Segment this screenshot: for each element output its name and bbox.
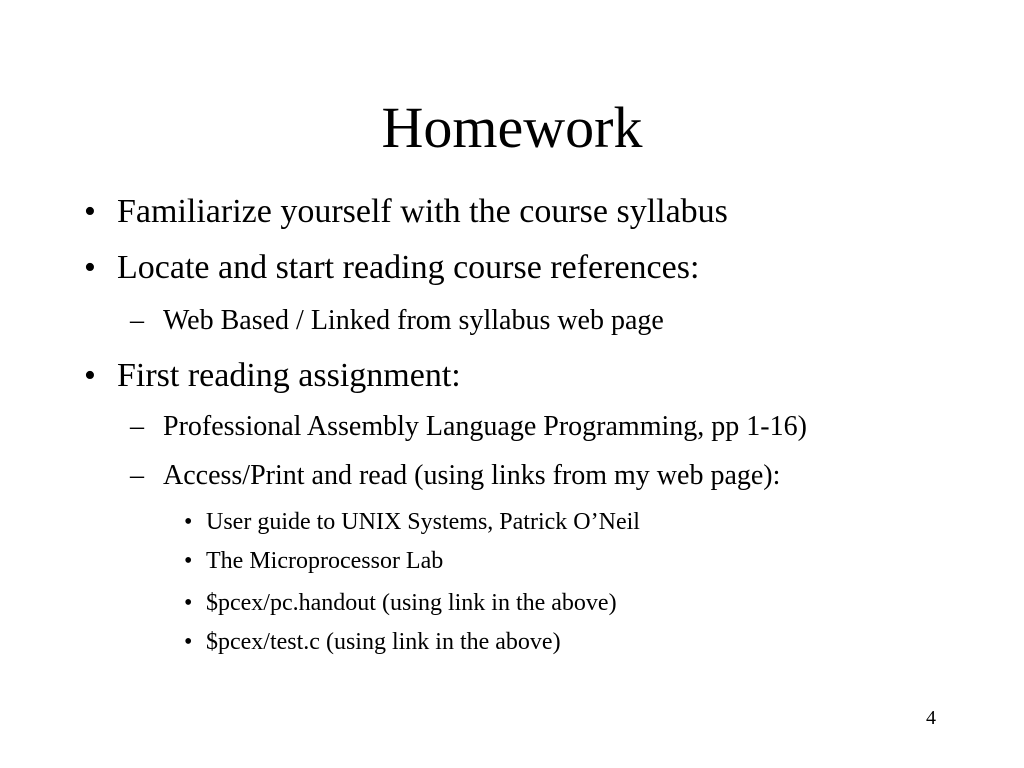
bullet-marker: • <box>184 548 193 574</box>
bullet-marker: • <box>184 509 193 535</box>
sub-sub-bullet-text: The Microprocessor Lab <box>206 548 444 574</box>
sub-sub-bullet-text: $pcex/test.c (using link in the above) <box>206 629 561 655</box>
page-number: 4 <box>926 707 936 729</box>
bullet-text: First reading assignment: <box>117 357 461 394</box>
dash-marker: – <box>130 460 144 491</box>
bullet-text: Locate and start reading course references: <box>117 249 700 286</box>
bullet-marker: • <box>184 629 193 655</box>
sub-bullet-text: Access/Print and read (using links from my web page): <box>163 460 781 491</box>
sub-bullet-text: Professional Assembly Language Programming, pp 1-16) <box>163 411 807 442</box>
bullet-marker: • <box>84 357 96 394</box>
dash-marker: – <box>130 305 144 336</box>
sub-bullet-text: Web Based / Linked from syllabus web page <box>163 305 664 336</box>
sub-sub-bullet-text: User guide to UNIX Systems, Patrick O’Neil <box>206 509 640 535</box>
bullet-marker: • <box>84 193 96 230</box>
dash-marker: – <box>130 411 144 442</box>
sub-sub-bullet-text: $pcex/pc.handout (using link in the above) <box>206 590 617 616</box>
bullet-marker: • <box>84 249 96 286</box>
slide-title: Homework <box>381 95 643 160</box>
bullet-marker: • <box>184 590 193 616</box>
bullet-text: Familiarize yourself with the course syllabus <box>117 193 728 230</box>
